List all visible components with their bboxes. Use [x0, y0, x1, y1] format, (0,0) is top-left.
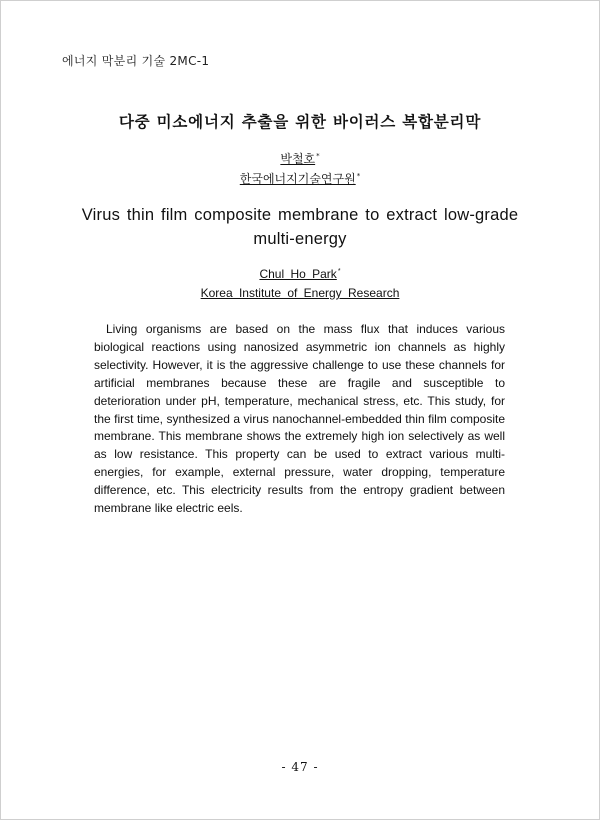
- korean-affiliation-mark: *: [356, 172, 361, 180]
- english-author-mark: *: [337, 268, 341, 275]
- abstract-paragraph: Living organisms are based on the mass flux that induces various biological reactions using nanosized asymmetric ion channels as highly selectivity. However, it is the aggressive challenge to use these channels for artificial membranes because these are fragile and susceptible to deterioration under pH, temperature, mechanical stress, etc. This study, for the first time, synthesized a virus nanochannel-embedded thin film composite membrane. This membrane shows the extremely high ion selectively as well as low resistance. This property can be used to extract various multi-energies, for example, external pressure, water dropping, temperature difference, etc. This electricity results from the entropy gradient between membrane like electric eels.: [94, 322, 505, 516]
- korean-author-mark: *: [316, 152, 320, 160]
- korean-title: 다중 미소에너지 추출을 위한 바이러스 복합분리막: [118, 113, 482, 131]
- page-number: - 47 -: [281, 760, 319, 774]
- english-affiliation: Korea Institute of Energy Research: [200, 286, 400, 300]
- korean-author-line: [0, 150, 600, 167]
- english-title: Virus thin film composite membrane to extract low-grade multi-energy: [81, 206, 519, 248]
- korean-affiliation: 한국에너지기술연구원: [239, 172, 356, 186]
- running-header: 에너지 막분리 기술 2MC-1: [62, 54, 210, 68]
- english-author-line: [0, 267, 600, 281]
- english-author-name: Chul Ho Park: [259, 267, 337, 281]
- korean-affiliation-line: [0, 170, 600, 187]
- english-affiliation-line: [0, 286, 600, 300]
- korean-author-name: 박철호: [280, 152, 316, 166]
